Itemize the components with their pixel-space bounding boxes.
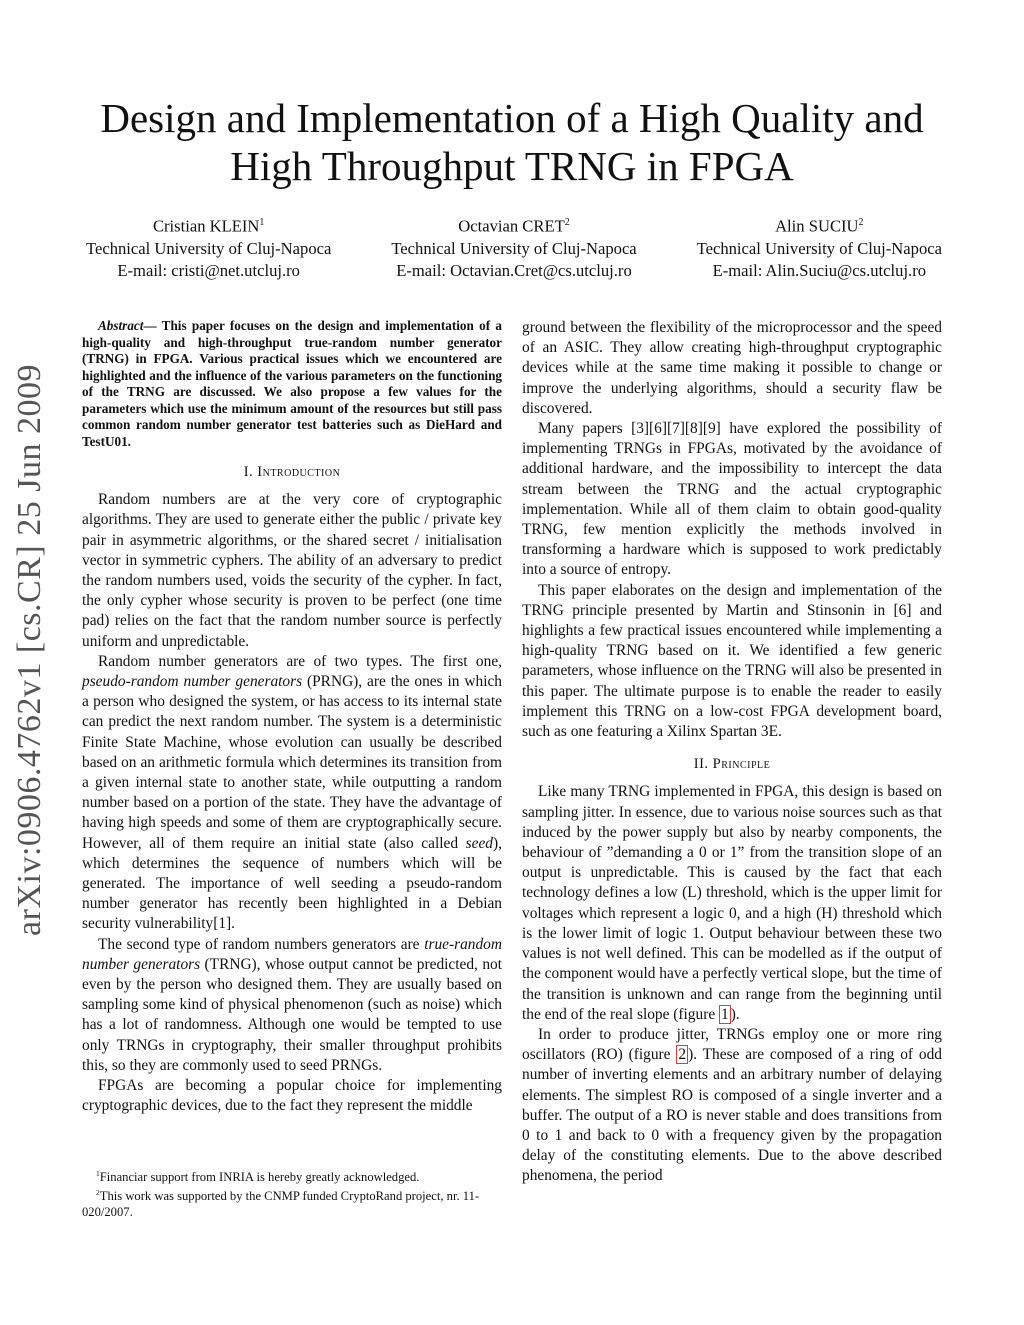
author-affiliation: Technical University of Cluj-Napoca: [391, 238, 637, 258]
author-affil-mark: 2: [564, 217, 570, 228]
right-paragraph-1: ground between the flexibility of the microprocessor and the speed of an ASIC. They allow creating high-throughput cryptographic devices while at the same time making it possible to change or improve the underlying algorithms, should a security flaw be discovered.: [522, 319, 942, 417]
footnotes: [82, 1166, 502, 1220]
text-run: ), which determines the sequence of numbers which will be generated. The importance of well seeding a pseudo-random number generator has recently been highlighted in a Debian security vulnerability[1].: [82, 834, 502, 933]
text-run: (PRNG), are the ones in which a person who designed the system, or has access to its internal state can predict the next random number. The system is a deterministic Finite State Machine, whose evolution can usually be described based on an arithmetic formula which determines its transition from a given internal state to another state, while outputting a random number based on a portion of the state. They have the advantage of having high speeds and some of them are cryptographically secure. However, all of them require an initial state (also called: [82, 673, 502, 852]
intro-paragraph-4: FPGAs are becoming a popular choice for implementing cryptographic devices, due to the fact they represent the middle: [82, 1077, 502, 1115]
intro-paragraph-3: [82, 935, 502, 1076]
principle-paragraph-2: [522, 1025, 942, 1187]
abstract: [82, 318, 502, 450]
text-run: In order to produce jitter, TRNGs employ one or more ring oscillators (RO) (figure: [522, 1025, 942, 1064]
figure-2-link[interactable]: 2: [678, 1046, 687, 1064]
right-paragraph-2: Many papers [3][6][7][8][9] have explored the possibility of implementing TRNGs in FPGAs, motivated by the avoidance of additional hardware, and the impossibility to intercept the data stream between the TRNG and the actual cryptographic implementation. While all of them claim to obtain good-quality TRNG, few mention explicitly the methods involved in transforming a hardware which is supposed to work predictably into a source of entropy.: [522, 420, 942, 579]
principle-paragraph-1: [522, 782, 942, 1024]
author-affil-mark: 2: [858, 217, 864, 228]
right-column: [522, 318, 942, 1187]
text-run: Random number generators are of two types. The first one,: [98, 652, 502, 670]
footnote-1: [82, 1166, 502, 1185]
author-affil-mark: 1: [259, 217, 265, 228]
author-3: [697, 212, 942, 282]
emphasis: seed: [465, 834, 494, 852]
arxiv-identifier: arXiv:0906.4762v1 [cs.CR] 25 Jun 2009: [11, 364, 48, 936]
paper-title: [60, 94, 964, 190]
author-name: Alin SUCIU: [775, 216, 859, 236]
section-heading-principle: II. Principle: [693, 756, 771, 773]
abstract-dash: —: [143, 318, 157, 333]
text-run: The second type of random numbers generators are: [98, 935, 425, 953]
author-affiliation: Technical University of Cluj-Napoca: [86, 238, 332, 258]
text-run: ). These are composed of a ring of odd number of inverting elements and an arbitrary number of delaying elements. The simplest RO is composed of a single inverter and a buffer. The output of a RO is never stable and does transitions from 0 to 1 and back to 0 with a frequency given by the propagation delay of the constituting elements. Due to the above described phenomena, the period: [522, 1046, 943, 1185]
footnote-2: [82, 1185, 502, 1220]
footnote-text: This work was supported by the CNMP funded CryptoRand project, nr. 11-020/2007.: [82, 1189, 480, 1220]
author-affiliation: Technical University of Cluj-Napoca: [696, 238, 942, 258]
author-block: [86, 212, 942, 282]
author-email: E-mail: Octavian.Cret@cs.utcluj.ro: [396, 260, 632, 280]
author-name: Octavian CRET: [458, 216, 565, 236]
title-line-1: Design and Implementation of a High Quality and: [100, 95, 924, 141]
text-run: ).: [730, 1005, 740, 1023]
author-email: E-mail: Alin.Suciu@cs.utcluj.ro: [712, 260, 927, 280]
title-line-2: High Throughput TRNG in FPGA: [230, 143, 794, 189]
author-name: Cristian KLEIN: [152, 216, 260, 236]
footnote-text: Financiar support from INRIA is hereby greatly acknowledged.: [99, 1170, 420, 1185]
author-1: [86, 212, 331, 282]
author-2: [391, 212, 636, 282]
intro-paragraph-1: Random numbers are at the very core of cryptographic algorithms. They are used to generate either the public / private key pair in asymmetric algorithms, or the shared secret / initialisation vector in symmetric cyphers. The ability of an adversary to predict the random numbers used, voids the security of the cypher. In fact, the only cypher whose security is proven to be perfect (one time pad) relies on the fact that the random number source is perfectly uniform and unpredictable.: [82, 491, 502, 650]
footnote-mark: 2: [96, 1188, 100, 1198]
emphasis: true-random number generators: [82, 935, 502, 973]
abstract-label: Abstract: [98, 318, 144, 333]
abstract-text: This paper focuses on the design and implementation of a high-quality and high-throughput true-random number generator (TRNG) in FPGA. Various practical issues which we encountered are highlighted and the influence of the various parameters on the functioning of the TRNG are discussed. We also propose a few values for the parameters which use the minimum amount of the resources but still pass common random number generator test batteries such as DieHard and TestU01.: [82, 318, 502, 449]
text-run: Like many TRNG implemented in FPGA, this design is based on sampling jitter. In essence, due to various noise sources such as that induced by the power supply but also by nearby components, the behaviour of ”demanding a 0 or 1” from the transition slope of an output is unpredictable. This is caused by the fact that each technology defines a low (L) threshold, which is the upper limit for voltages which represent a logic 0, and a high (H) threshold which is the lower limit of logic 1. Output behaviour between these two values is not well defined. This can be modelled as if the output of the component would have a perfectly vertical slope, but the time of the transition is unknown and can range from the beginning until the end of the real slope (figure: [522, 783, 942, 1023]
intro-paragraph-2: [82, 652, 502, 935]
text-run: (TRNG), whose output cannot be predicted, not even by the person who designed them. They are usually based on sampling some kind of physical phenomenon (such as noise) which has a lot of randomness. Although one would be tempted to use only TRNGs in cryptography, their smaller throughput prohibits this, so they are commonly used to seed PRNGs.: [82, 955, 502, 1074]
author-email: E-mail: cristi@net.utcluj.ro: [117, 260, 300, 280]
left-column: [82, 318, 502, 1117]
section-heading-introduction: I. Introduction: [243, 464, 341, 480]
right-paragraph-3: This paper elaborates on the design and implementation of the TRNG principle presented by Martin and Stinsonin in [6] and highlights a few practical issues encountered while implementing a high-quality TRNG based on it. We identified a few generic parameters, whose influence on the TRNG will also be presented in this paper. The ultimate purpose is to enable the reader to easily implement this TRNG on a low-cost FPGA development board, such as one featuring a Xilinx Spartan 3E.: [522, 581, 942, 741]
emphasis: pseudo-random number generators: [82, 673, 303, 691]
footnote-mark: 1: [96, 1169, 100, 1178]
figure-1-link[interactable]: 1: [721, 1005, 729, 1023]
